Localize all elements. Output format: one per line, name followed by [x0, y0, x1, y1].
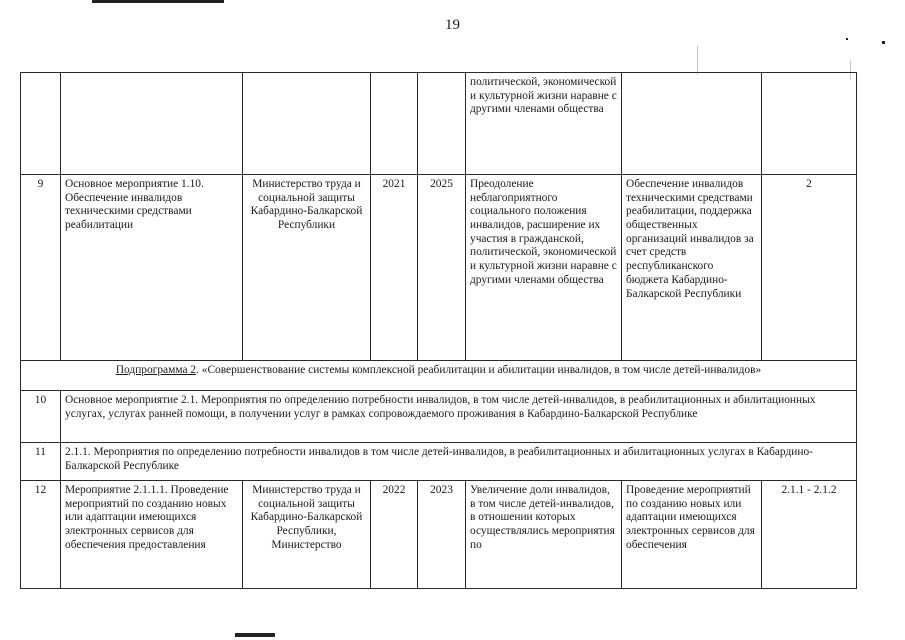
executor: Министерство труда и социальной защиты Кабардино-Балкарской Республики, Министерство — [243, 481, 371, 589]
table-row — [21, 175, 857, 361]
expected-result: Преодоление неблагоприятного социального положения инвалидов, расширение их участия в гражданской, политической, экономической и культурной жизни наравне с другими членами общества — [466, 175, 622, 361]
row-number — [21, 73, 61, 175]
year-start — [371, 73, 418, 175]
row-number: 9 — [21, 175, 61, 361]
row-number: 12 — [21, 481, 61, 589]
executor: Министерство труда и социальной защиты Кабардино-Балкарской Республики — [243, 175, 371, 361]
year-start: 2021 — [371, 175, 418, 361]
indicator-link: 2 — [762, 175, 857, 361]
indicator-link: 2.1.1 - 2.1.2 — [762, 481, 857, 589]
subprogram-text: . «Совершенствование системы комплексной реабилитации и абилитации инвалидов, в том числе детей-инвалидов» — [196, 364, 762, 376]
table-row — [21, 481, 857, 589]
activity-description: Проведение мероприятий по созданию новых или адаптации имеющихся электронных сервисов для обеспечения — [622, 481, 762, 589]
year-end: 2023 — [418, 481, 466, 589]
subprogram-row — [21, 361, 857, 391]
subprogram-label: Подпрограмма 2 — [115, 364, 197, 376]
expected-result: политической, экономической и культурной жизни наравне с другими членами общества — [466, 73, 622, 175]
row-number: 10 — [21, 391, 61, 443]
scan-artifact — [235, 633, 275, 637]
activity-name: 2.1.1. Мероприятия по определению потребности инвалидов в том числе детей-инвалидов, в реабилитационных и абилитационных услугах в Кабардино-Балкарской Республике — [61, 443, 857, 481]
scan-artifact — [92, 0, 224, 3]
activity-name: Мероприятие 2.1.1.1. Проведение мероприятий по созданию новых или адаптации имеющихся электронных сервисов для обеспечения предоставления — [61, 481, 243, 589]
year-end — [418, 73, 466, 175]
year-start: 2022 — [371, 481, 418, 589]
activity-description — [622, 73, 762, 175]
subprogram-title — [21, 361, 857, 391]
table-row — [21, 73, 857, 175]
scan-artifact — [882, 41, 885, 44]
page-number: 19 — [445, 17, 460, 33]
scan-artifact — [846, 38, 848, 40]
table-row — [21, 443, 857, 481]
year-end: 2025 — [418, 175, 466, 361]
activity-name — [61, 73, 243, 175]
activity-name: Основное мероприятие 1.10. Обеспечение инвалидов техническими средствами реабилитации — [61, 175, 243, 361]
table-row — [21, 391, 857, 443]
activity-name: Основное мероприятие 2.1. Мероприятия по определению потребности инвалидов, в том числе детей-инвалидов, в реабилитационных и абилитационных услугах, услугах ранней помощи, в получении услуг в рамках сопровождаемого проживания в Кабардино-Балкарской Республике — [61, 391, 857, 443]
executor — [243, 73, 371, 175]
program-table — [20, 72, 857, 589]
indicator-link — [762, 73, 857, 175]
expected-result: Увеличение доли инвалидов, в том числе детей-инвалидов, в отношении которых осуществлялись мероприятия по — [466, 481, 622, 589]
scan-artifact — [697, 45, 698, 75]
activity-description: Обеспечение инвалидов техническими средствами реабилитации, поддержка общественных организаций инвалидов за счет средств республиканского бюджета Кабардино-Балкарской Республики — [622, 175, 762, 361]
row-number: 11 — [21, 443, 61, 481]
